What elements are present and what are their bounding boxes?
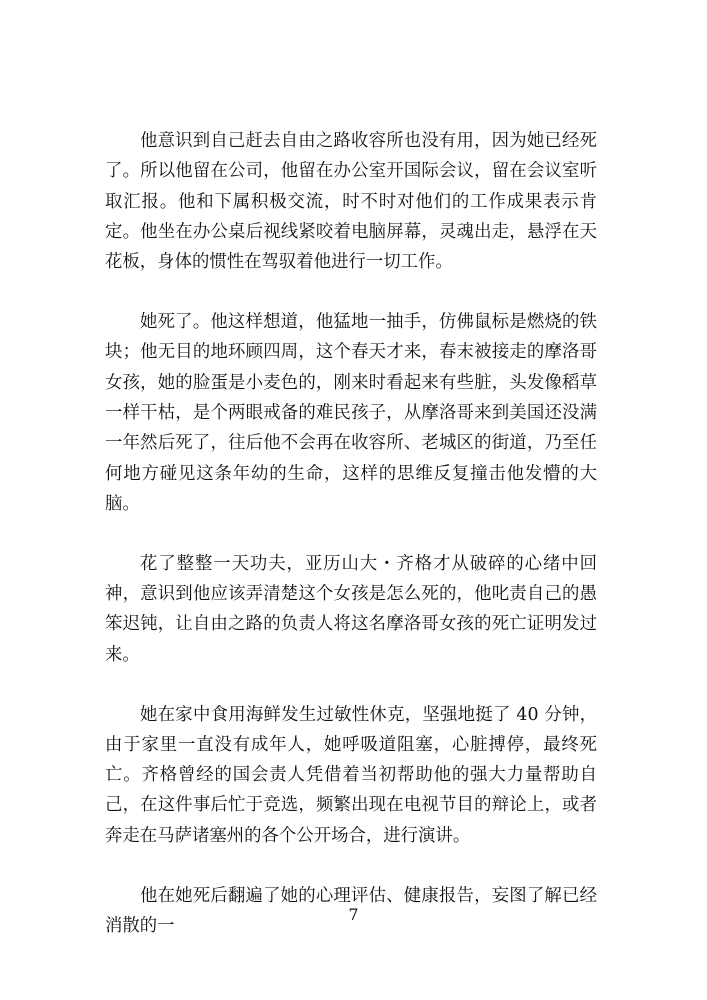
paragraph-3: 花了整整一天功夫，亚历山大・齐格才从破碎的心绪中回神，意识到他应该弄清楚这个女孩是怎么死的，他叱责自己的愚笨迟钝，让自由之路的负责人将这名摩洛哥女孩的死亡证明发过来。 xyxy=(105,553,597,665)
body-text xyxy=(105,126,597,971)
paragraph-1: 他意识到自己赶去自由之路收容所也没有用，因为她已经死了。所以他留在公司，他留在办公室开国际会议，留在会议室听取汇报。他和下属积极交流，时不时对他们的工作成果表示肯定。他坐在办公桌后视线紧咬着电脑屏幕，灵魂出走，悬浮在天花板，身体的惯性在驾驭着他进行一切工作。 xyxy=(105,131,597,273)
paragraph-5: 他在她死后翻遍了她的心理评估、健康报告，妄图了解已经消散的一 xyxy=(105,885,597,936)
page-number: 7 xyxy=(348,905,359,924)
paragraph-2: 她死了。他这样想道，他猛地一抽手，仿佛鼠标是燃烧的铁块；他无目的地环顾四周，这个春天才来，春末被接走的摩洛哥女孩，她的脸蛋是小麦色的，刚来时看起来有些脏，头发像稻草一样干枯，是个两眼戒备的难民孩子，从摩洛哥来到美国还没满一年然后死了，往后他不会再在收容所、老城区的街道，乃至任何地方碰见这条年幼的生命，这样的思维反复撞击他发懵的大脑。 xyxy=(105,312,597,514)
paragraph-4: 她在家中食用海鲜发生过敏性休克，坚强地挺了 40 分钟，由于家里一直没有成年人，她呼吸道阻塞，心脏搏停，最终死亡。齐格曾经的国会责人凭借着当初帮助他的强大力量帮助自己，在这件事后忙于竞选，频繁出现在电视节目的辩论上，或者奔走在马萨诸塞州的各个公开场合，进行演讲。 xyxy=(105,704,597,846)
